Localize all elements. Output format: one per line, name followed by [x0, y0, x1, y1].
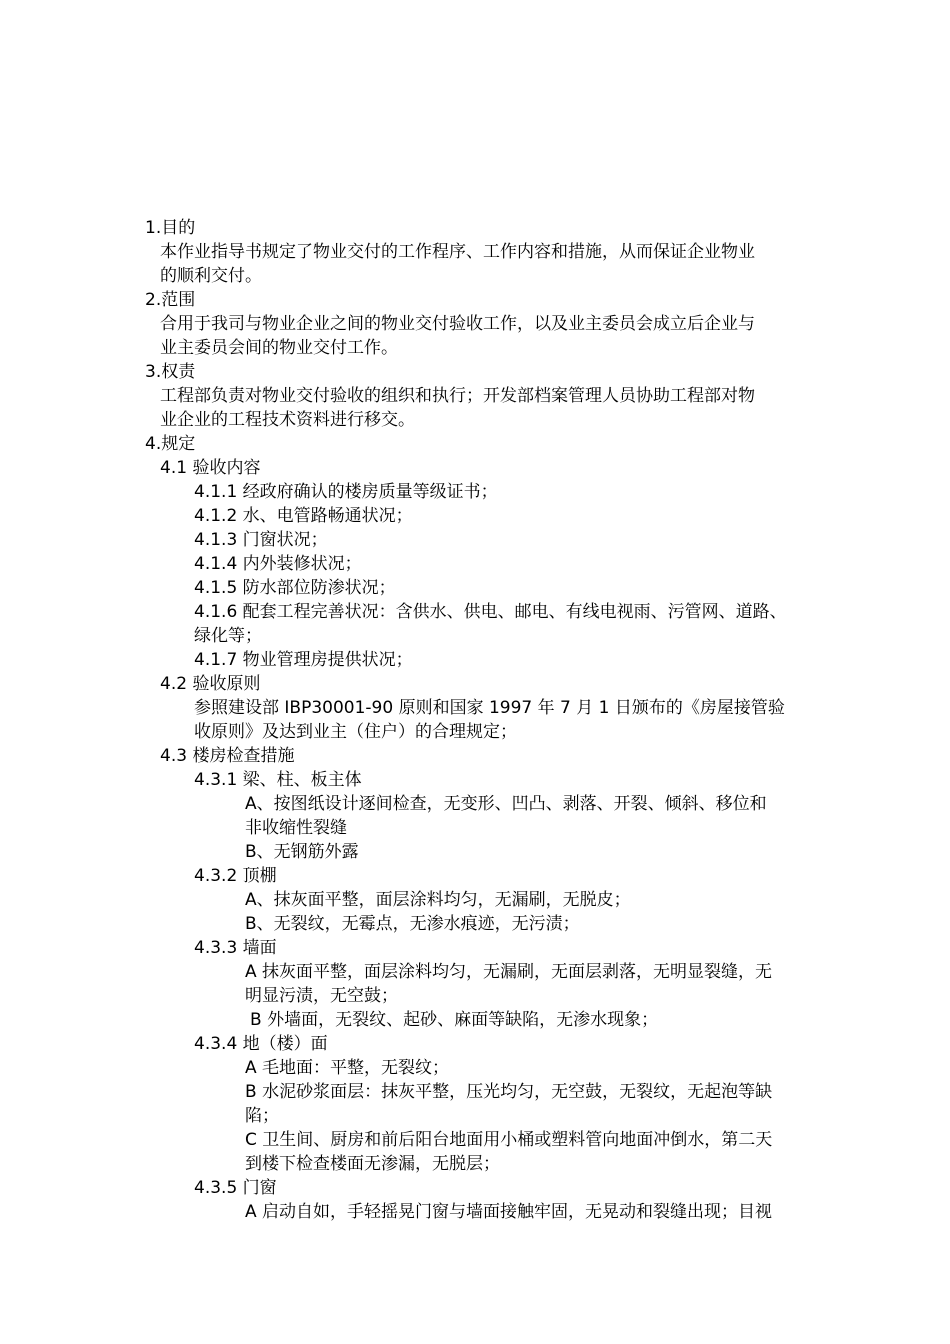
section-heading-1: 1.目的: [145, 218, 196, 238]
list-item-continuation: 绿化等；: [194, 626, 262, 646]
item-heading: 4.3.3 墙面: [194, 938, 277, 958]
list-item: 4.1.3 门窗状况；: [194, 530, 328, 550]
paragraph-line: 的顺利交付。: [160, 266, 262, 286]
paragraph-line: 工程部负责对物业交付验收的组织和执行；开发部档案管理人员协助工程部对物: [160, 386, 755, 406]
subsection-heading: 4.2 验收原则: [160, 674, 261, 694]
paragraph-line: 业企业的工程技术资料进行移交。: [160, 410, 415, 430]
section-heading-4: 4.规定: [145, 434, 196, 454]
list-item: 4.1.6 配套工程完善状况：含供水、供电、邮电、有线电视雨、污管网、道路、: [194, 602, 787, 622]
item-text: 到楼下检查楼面无渗漏，无脱层；: [245, 1154, 500, 1174]
subsection-heading: 4.3 楼房检查措施: [160, 746, 295, 766]
list-item: 4.1.2 水、电管路畅通状况；: [194, 506, 413, 526]
paragraph-line: 本作业指导书规定了物业交付的工作程序、工作内容和措施，从而保证企业物业: [160, 242, 755, 262]
subsection-heading: 4.1 验收内容: [160, 458, 261, 478]
document-body: [0, 216, 950, 1224]
item-text: C 卫生间、厨房和前后阳台地面用小桶或塑料管向地面冲倒水，第二天: [245, 1130, 773, 1150]
paragraph-line: 收原则》及达到业主（住户）的合理规定；: [194, 722, 517, 742]
section-heading-3: 3.权责: [145, 362, 196, 382]
item-text: A、抹灰面平整，面层涂料均匀，无漏刷，无脱皮；: [245, 890, 631, 910]
list-item: 4.1.5 防水部位防渗状况；: [194, 578, 396, 598]
item-heading: 4.3.4 地（楼）面: [194, 1034, 328, 1054]
item-heading: 4.3.5 门窗: [194, 1178, 277, 1198]
paragraph-line: 合用于我司与物业企业之间的物业交付验收工作，以及业主委员会成立后企业与: [160, 314, 755, 334]
item-heading: 4.3.1 梁、柱、板主体: [194, 770, 362, 790]
paragraph-line: 业主委员会间的物业交付工作。: [160, 338, 398, 358]
item-text: B 外墙面，无裂纹、起砂、麻面等缺陷，无渗水现象；: [250, 1010, 659, 1030]
list-item: 4.1.4 内外装修状况；: [194, 554, 362, 574]
list-item: 4.1.7 物业管理房提供状况；: [194, 650, 413, 670]
item-text: B、无裂纹，无霉点，无渗水痕迹，无污渍；: [245, 914, 580, 934]
item-text: A、按图纸设计逐间检查，无变形、凹凸、剥落、开裂、倾斜、移位和: [245, 794, 767, 814]
item-text: A 启动自如，手轻摇晃门窗与墙面接触牢固，无晃动和裂缝出现；目视: [245, 1202, 773, 1222]
item-text: A 抹灰面平整，面层涂料均匀，无漏刷，无面层剥落，无明显裂缝，无: [245, 962, 773, 982]
item-text: B、无钢筋外露: [245, 842, 359, 862]
item-heading: 4.3.2 顶棚: [194, 866, 277, 886]
section-heading-2: 2.范围: [145, 290, 196, 310]
item-text: 明显污渍，无空鼓；: [245, 986, 398, 1006]
item-text: 非收缩性裂缝: [245, 818, 347, 838]
item-text: 陷；: [245, 1106, 279, 1126]
item-text: A 毛地面：平整，无裂纹；: [245, 1058, 450, 1078]
list-item: 4.1.1 经政府确认的楼房质量等级证书；: [194, 482, 498, 502]
item-text: B 水泥砂浆面层：抹灰平整，压光均匀，无空鼓，无裂纹，无起泡等缺: [245, 1082, 773, 1102]
paragraph-line: 参照建设部 IBP30001-90 原则和国家 1997 年 7 月 1 日颁布的《房屋接管验: [194, 698, 785, 718]
